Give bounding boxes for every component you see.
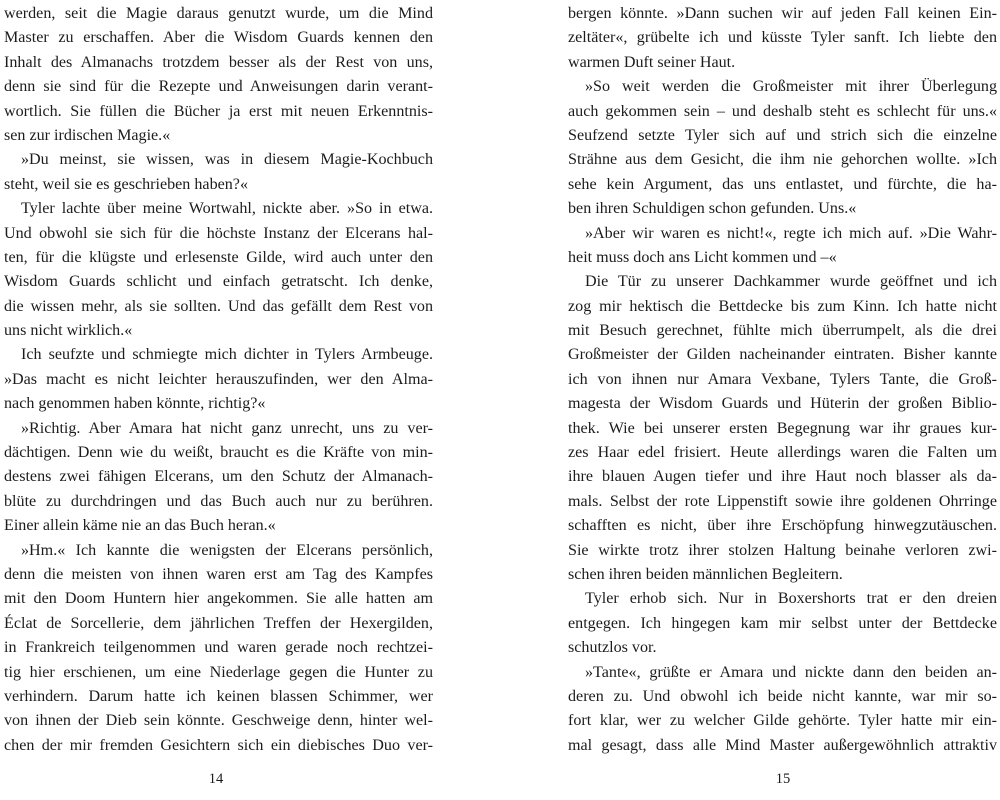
text-line: Tyler erhob sich. Nur in Boxershorts trat er den dreien (585, 590, 997, 608)
text-line: fort klar, wer zu welcher Gilde gehörte. Tyler hatte mir ein- (568, 712, 997, 730)
text-line: Master zu erschaffen. Aber die Wisdom Guards kennen den (4, 29, 433, 47)
text-line: schen ihren beiden männlichen Begleitern. (568, 565, 843, 583)
text-line: »Hm.« Ich kannte die wenigsten der Elcerans persönlich, (21, 541, 433, 559)
text-line: nach genommen haben könnte, richtig?« (4, 395, 266, 413)
text-line: »Richtig. Aber Amara hat nicht ganz unrecht, uns zu ver- (21, 419, 433, 437)
text-line: Tyler lachte über meine Wortwahl, nickte aber. »So in etwa. (21, 200, 433, 218)
text-line: »Tante«, grüßte er Amara und nickte dann den beiden an- (585, 663, 997, 681)
text-line: von ihnen der Dieb sein könnte. Geschweige denn, hinter wel- (4, 712, 433, 730)
text-line: zeltäter«, grübelte ich und küsste Tyler sanft. Ich liebte den (568, 29, 997, 47)
text-line: uns nicht wirklich.« (4, 322, 133, 340)
text-line: in Frankreich teilgenommen und waren gerade noch rechtzei- (4, 639, 433, 657)
text-line: schutzlos vor. (568, 639, 657, 657)
text-line: Einer allein käme nie an das Buch heran.« (4, 517, 276, 535)
text-line: warmen Duft seiner Haut. (568, 53, 736, 71)
text-line: wortlich. Sie füllen die Bücher ja erst mit neuen Erkenntnis- (4, 102, 433, 120)
text-line: auch gekommen sein – und deshalb steht es schlecht für uns.« (568, 102, 997, 120)
text-line: Sie wirkte trotz ihrer stolzen Haltung beinahe verloren zwi- (568, 541, 997, 559)
text-line: »So weit werden die Großmeister mit ihrer Überlegung (585, 78, 997, 96)
text-line: magesta der Wisdom Guards und Hüterin der großen Biblio- (568, 395, 997, 413)
text-line: denn sie sind für die Rezepte und Anweisungen darin verant- (4, 78, 433, 96)
text-line: ten, für die klügste und erlesenste Gilde, wird auch unter den (4, 248, 433, 266)
text-line: deren zu. Und obwohl ich beide nicht kannte, war mir so- (568, 687, 997, 705)
text-line: Wisdom Guards schlicht und einfach getratscht. Ich denke, (4, 273, 433, 291)
text-line: Die Tür zu unserer Dachkammer wurde geöffnet und ich (585, 273, 997, 291)
text-line: »Aber wir waren es nicht!«, regte ich mich auf. »Die Wahr- (585, 224, 997, 242)
text-line: Und obwohl sie sich für die höchste Instanz der Elcerans hal- (4, 224, 433, 242)
text-line: Großmeister der Gilden nacheinander eintraten. Bisher kannte (568, 346, 997, 364)
text-line: bergen könnte. »Dann suchen wir auf jeden Fall keinen Ein- (568, 5, 997, 22)
text-line: thek. Wie bei unserer ersten Begegnung war ihr graues kur- (568, 419, 997, 437)
text-line: sen zur irdischen Magie.« (4, 126, 171, 144)
text-line: mal gesagt, dass alle Mind Master außergewöhnlich attraktiv (568, 736, 997, 754)
text-line: zog mir hektisch die Bettdecke bis zum Kinn. Ich hatte nicht (568, 297, 997, 315)
text-line: denn die meisten von ihnen waren erst am Tag des Kampfes (4, 565, 433, 583)
text-line: steht, weil sie es geschrieben haben?« (4, 175, 248, 193)
text-line: schafften es nicht, über ihre Erschöpfung hinwegzutäuschen. (568, 517, 997, 535)
text-line: »Du meinst, sie wissen, was in diesem Magie-Kochbuch (21, 151, 433, 169)
text-line: Ich seufzte und schmiegte mich dichter in Tylers Armbeuge. (21, 346, 433, 364)
text-line: »Das macht es nicht leichter herauszufinden, wer den Alma- (4, 370, 433, 388)
left-page (4, 2, 433, 758)
text-line: Éclat de Sorcellerie, dem jährlichen Treffen der Hexergilden, (4, 614, 433, 632)
text-line: ich von ihnen nur Amara Vexbane, Tylers Tante, die Groß- (568, 370, 997, 388)
text-line: mit den Doom Huntern hier angekommen. Sie alle hatten am (4, 590, 433, 608)
text-line: Strähne aus dem Gesicht, die ihm nie gehorchen wollte. »Ich (568, 151, 997, 169)
text-line: mit Besuch gerechnet, fühlte mich überrumpelt, als die drei (568, 322, 997, 340)
text-line: die wissen mehr, als sie sollten. Und das gefällt dem Rest von (4, 297, 433, 315)
text-line: entgegen. Ich hingegen kam mir selbst unter der Bettdecke (568, 614, 997, 632)
text-line: tig hier erschienen, um eine Niederlage gegen die Hunter zu (4, 663, 433, 681)
text-line: Inhalt des Almanachs trotzdem besser als der Rest von uns, (4, 53, 433, 71)
text-line: dächtigen. Denn wie du weißt, braucht es die Kräfte von min- (4, 444, 433, 462)
text-line: blüte zu durchdringen und das Buch auch nur zu berühren. (4, 492, 433, 510)
text-line: sehe kein Argument, das uns entlastet, und fürchte, die ha- (568, 175, 997, 193)
text-line: ben ihren Schuldigen schon gefunden. Uns.« (568, 200, 857, 218)
text-line: mals. Selbst der rote Lippenstift sowie ihre goldenen Ohrringe (568, 492, 997, 510)
right-page (568, 2, 997, 758)
text-line: chen der mir fremden Gesichtern sich ein diebisches Duo ver- (4, 736, 433, 754)
text-line: werden, seit die Magie daraus genutzt wurde, um die Mind (4, 5, 433, 22)
left-page-number: 14 (208, 771, 224, 787)
text-line: Seufzend setzte Tyler sich auf und strich sich die einzelne (568, 126, 997, 144)
text-line: verhindern. Darum hatte ich keinen blassen Schimmer, wer (4, 687, 433, 705)
right-page-number: 15 (775, 771, 791, 787)
text-line: ihre blauen Augen tiefer und ihre Haut noch blasser als da- (568, 468, 997, 486)
text-line: heit muss doch ans Licht kommen und –« (568, 248, 837, 266)
text-line: zes Haar edel frisiert. Heute allerdings waren die Falten um (568, 444, 997, 462)
text-line: destens zwei fähigen Elcerans, um den Schutz der Almanach- (4, 468, 433, 486)
